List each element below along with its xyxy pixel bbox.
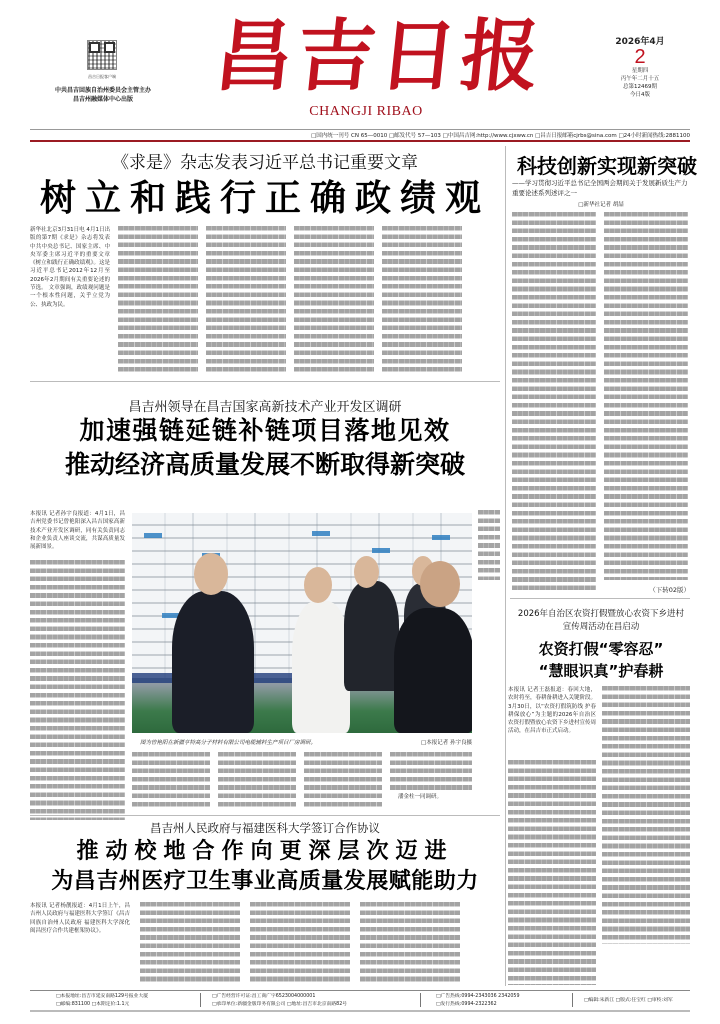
qr-code-image — [87, 40, 117, 70]
story1-body-column-1 — [30, 226, 110, 378]
footer-top-rule — [30, 990, 690, 991]
story5-body-column-3 — [250, 902, 350, 982]
footer-address-line-2: □邮编:831100 □本期定价:1.1元 — [56, 1002, 130, 1007]
masthead-red-rule — [30, 140, 690, 142]
story2-body-column-2 — [604, 212, 688, 580]
footer-address — [56, 993, 148, 1009]
story1-lead-2: 文章强调，政绩观问题是一个根本性问题，关乎立党为公、执政为民。 — [30, 285, 110, 308]
story2-body-column-1 — [512, 212, 596, 590]
story1-body-column-2 — [118, 226, 198, 374]
story4-kicker — [508, 608, 694, 634]
story5-kicker: 昌吉州人民政府与福建医科大学签订合作协议 — [150, 821, 380, 835]
newspaper-logo: 昌吉日报 — [210, 11, 548, 102]
story1-kicker: 《求是》杂志发表习近平总书记重要文章 — [112, 153, 418, 173]
story3-body-column-4 — [304, 752, 382, 810]
column-divider — [505, 146, 506, 986]
story2-subtitle: ——学习贯彻习近平总书记全国两会期间关于发展新质生产力重要论述系列述评之一 — [512, 179, 688, 197]
story3-body-column-5 — [390, 752, 472, 792]
story-divider — [30, 815, 500, 816]
photo-person — [344, 581, 399, 691]
date-block — [580, 34, 700, 99]
story3-headline-line-2[interactable]: 推动经济高质量发展不断取得新突破 — [64, 450, 465, 479]
story2-continued-note[interactable]: （下转02版） — [649, 586, 690, 594]
photo-person — [292, 601, 350, 733]
info-strip: □国内统一刊号 CN 65—0010 □邮发代号 57—103 □中国昌吉网:http://www.cjxww.cn □昌吉日报邮箱cjrbs@sina.com □24小时新闻热线:2881100 — [311, 133, 690, 139]
story5-headline-line-1[interactable]: 推动校地合作向更深层次迈进 — [76, 838, 454, 864]
footer-printing-line-1: □广告经营许可证:昌工商广字6523004000001 — [212, 994, 316, 999]
footer-bottom-rule — [30, 1010, 690, 1012]
story3-body-column-2 — [132, 752, 210, 810]
story3-lead: 本报讯 记者孙宇良报道：4月1日，昌吉州党委书记曾艳阳深入昌吉国家高新技术产业开发区调研，同有关负责同志和企业负责人座谈交流，共谋高质量发展新图景。 — [30, 511, 125, 551]
story3-photo[interactable] — [132, 513, 472, 733]
footer-separator — [200, 993, 201, 1007]
footer-printing-line-2: □承印单位:新疆金版印务有限公司 □地址:昌吉市北京南路82号 — [212, 1002, 348, 1007]
pages-today: 今日4版 — [630, 92, 650, 98]
footer-hotlines-line-1: □广告热线:0994-2343036 2342059 — [436, 994, 520, 999]
photo-person-head — [354, 556, 379, 588]
photo-person-head — [420, 561, 460, 607]
photo-bag-label — [312, 531, 330, 536]
footer-editors: □编辑:朱新江 □版式:任宝红 □审校:刘军 — [584, 998, 673, 1003]
story1-body-column-5 — [382, 226, 462, 374]
story1-headline[interactable]: 树立和践行正确政绩观 — [39, 178, 490, 219]
story5-body-column-4 — [360, 902, 460, 982]
story3-body-column-1 — [30, 560, 125, 820]
story3-side-text — [478, 510, 500, 580]
lunar-date: 丙午年二月十五 — [620, 76, 660, 82]
story1-body-column-3 — [206, 226, 286, 374]
story4-headline[interactable] — [508, 638, 694, 682]
story4-headline-line-2: “慧眼识真”护春耕 — [538, 662, 664, 680]
story4-lead: 本报讯 记者王磊报道：春回大地，农时将至，春耕备耕进入关键阶段。3月30日，以“农资打假筑防线 护春耕保放心”为主题的2026年自治区农资打假暨放心农资下乡进村宣传周活动，在昌吉市正式启动。 — [508, 687, 596, 735]
story3-kicker: 昌吉州领导在昌吉国家高新技术产业开发区调研 — [128, 400, 402, 415]
story-divider — [510, 598, 690, 599]
story5-lead: 本报讯 记者杨靓报道：4月1日上午，昌吉州人民政府与福建医科大学签订《昌吉回族自治州人民政府 福建医科大学深化闽昌医疗合作共建框架协议》。 — [30, 903, 130, 934]
masthead-divider — [30, 129, 690, 130]
story3-body-column-3 — [218, 752, 296, 810]
photo-person — [394, 608, 472, 733]
photo-bag-label — [144, 533, 162, 538]
story4-kicker-line-2: 宣传周活动在昌启动 — [562, 622, 640, 632]
story3-closing-line: 潘金柱一同调研。 — [398, 794, 443, 800]
story-divider — [30, 381, 500, 382]
footer-address-line-1: □本报地址:昌吉市延安南路129号报业大厦 — [56, 994, 149, 999]
story4-headline-line-1: 农资打假“零容忍” — [538, 640, 664, 658]
story3-photo-credit: □本报记者 孙宇良摄 — [421, 740, 472, 746]
footer-hotlines-line-2: □发行热线:0994-2322362 — [436, 1002, 497, 1007]
publisher-info — [38, 86, 168, 104]
story1-body-column-4 — [294, 226, 374, 374]
story5-body-column-2 — [140, 902, 240, 982]
photo-person — [172, 591, 254, 733]
photo-bag-label — [372, 548, 390, 553]
newspaper-logo-english: CHANGJI RIBAO — [309, 104, 423, 119]
story4-kicker-line-1: 2026年自治区农资打假暨放心农资下乡进村 — [517, 609, 685, 619]
date-day: 2 — [634, 46, 646, 68]
publisher-line-2: 昌吉州融媒体中心出版 — [72, 96, 133, 103]
story2-headline[interactable]: 科技创新实现新突破 — [517, 154, 697, 178]
story4-body-column-1 — [508, 760, 596, 985]
story3-headline-line-1[interactable]: 加速强链延链补链项目落地见效 — [79, 416, 451, 445]
story2-byline: □新华社记者 胡喆 — [578, 202, 624, 208]
story1-lead: 新华社北京3月31日电 4月1日出版的第7期《求是》杂志将发表中共中央总书记、国家主席、中央军委主席习近平的重要文章《树立和践行正确政绩观》。这是习近平总书记2012年12月至2026年2月期间有关重要论述的节选。 — [30, 227, 110, 292]
story4-body-column-2 — [602, 686, 690, 944]
story3-photo-caption: 图为曾艳阳在新疆亨特高分子材料有限公司电缆辅料生产项目厂房调研。 — [140, 740, 317, 746]
photo-bag-label — [432, 535, 450, 540]
qr-code-label: 昌吉日报客户端 — [88, 74, 116, 79]
footer-printing — [212, 993, 347, 1009]
footer-hotlines — [436, 993, 520, 1009]
issue-number: 总第12469期 — [623, 84, 657, 90]
footer-separator — [420, 993, 421, 1007]
weekday: 星期四 — [631, 68, 649, 74]
photo-person-head — [194, 553, 228, 595]
date-year-month: 2026年4月 — [615, 37, 665, 47]
footer-separator — [572, 993, 573, 1007]
story5-headline-line-2[interactable]: 为昌吉州医疗卫生事业高质量发展赋能助力 — [51, 868, 479, 894]
photo-person-head — [304, 567, 332, 603]
publisher-line-1: 中共昌吉回族自治州委员会主管主办 — [54, 87, 151, 94]
